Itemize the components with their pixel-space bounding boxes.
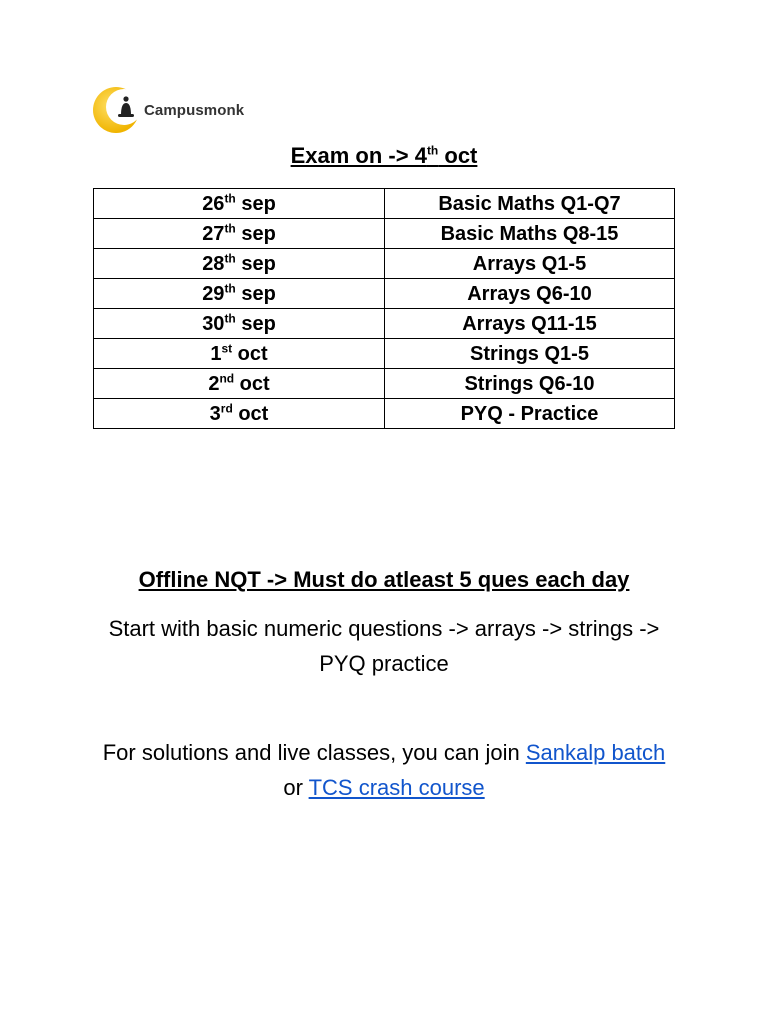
- tcs-crash-course-link[interactable]: TCS crash course: [308, 775, 485, 800]
- cta-middle: or: [283, 775, 309, 800]
- monk-crescent-icon: [92, 85, 142, 135]
- topic-cell: Strings Q1-5: [385, 339, 675, 369]
- topic-cell: PYQ - Practice: [385, 399, 675, 429]
- date-cell: 2nd oct: [94, 369, 385, 399]
- date-cell: 28th sep: [94, 249, 385, 279]
- table-row: [94, 189, 675, 219]
- date-cell: 27th sep: [94, 219, 385, 249]
- topic-cell: Strings Q6-10: [385, 369, 675, 399]
- offline-nqt-heading: Offline NQT -> Must do atleast 5 ques each day: [138, 567, 630, 592]
- exam-date-title: [0, 143, 768, 169]
- date-cell: 29th sep: [94, 279, 385, 309]
- campusmonk-logo: [92, 85, 276, 135]
- table-row: [94, 219, 675, 249]
- topic-cell: Basic Maths Q1-Q7: [385, 189, 675, 219]
- title-sup: th: [426, 143, 439, 158]
- table-row: [94, 339, 675, 369]
- date-cell: 1st oct: [94, 339, 385, 369]
- table-row: [94, 309, 675, 339]
- cta-lead: For solutions and live classes, you can join: [102, 740, 526, 765]
- logo-text: Campusmonk: [144, 101, 245, 119]
- table-row: [94, 279, 675, 309]
- date-cell: 26th sep: [94, 189, 385, 219]
- study-schedule-table: [93, 188, 675, 429]
- date-cell: 3rd oct: [94, 399, 385, 429]
- table-row: [94, 369, 675, 399]
- date-cell: 30th sep: [94, 309, 385, 339]
- title-suffix: oct: [438, 143, 478, 168]
- title-prefix: Exam on -> 4: [290, 143, 427, 168]
- topic-cell: Basic Maths Q8-15: [385, 219, 675, 249]
- sankalp-batch-link[interactable]: Sankalp batch: [525, 740, 666, 765]
- guidance-text: Start with basic numeric questions -> arrays -> strings -> PYQ practice: [108, 616, 660, 676]
- table-row: [94, 249, 675, 279]
- topic-cell: Arrays Q1-5: [385, 249, 675, 279]
- topic-cell: Arrays Q11-15: [385, 309, 675, 339]
- cta-paragraph: [90, 735, 678, 805]
- table-row: [94, 399, 675, 429]
- topic-cell: Arrays Q6-10: [385, 279, 675, 309]
